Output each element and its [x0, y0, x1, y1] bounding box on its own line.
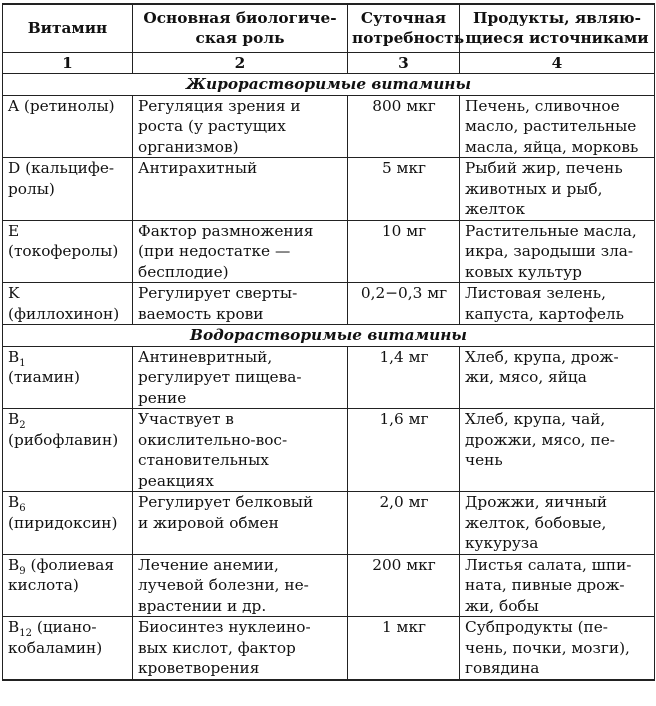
header-daily-requirement: Суточная потребность — [348, 4, 460, 52]
section-header-row — [3, 325, 655, 347]
food-sources-cell — [460, 492, 655, 555]
cell-line: Антиневритный, — [138, 347, 273, 366]
vitamin-letter: B — [8, 618, 20, 636]
vitamin-name-cell — [3, 95, 133, 158]
biological-role-cell — [133, 554, 348, 617]
header-role: Основная биологиче- ская роль — [133, 4, 348, 52]
cell-line: K — [8, 284, 20, 302]
cell-line: говядина — [465, 659, 540, 677]
column-number: 4 — [460, 52, 655, 74]
cell-line: врастении и др. — [138, 596, 267, 615]
vitamin-name-cell — [3, 554, 133, 617]
cell-line: Регуляция зрения и — [138, 96, 301, 115]
section-title: Жирорастворимые витамины — [3, 74, 655, 96]
cell-line: (токоферолы) — [8, 242, 119, 260]
cell-line: A (ретинолы) — [8, 96, 115, 115]
vitamin-name-cell — [3, 492, 133, 555]
vitamin-symbol — [8, 347, 128, 368]
daily-requirement-cell: 2,0 мг — [348, 492, 460, 555]
cell-line: дрожжи, мясо, пе- — [465, 430, 615, 449]
vitamin-name-cell — [3, 346, 133, 409]
cell-line: Растительные масла, — [465, 221, 637, 240]
vitamin-symbol — [8, 617, 128, 638]
biological-role-cell — [133, 492, 348, 555]
cell-line: животных и рыб, — [465, 179, 603, 198]
biological-role-cell — [133, 283, 348, 325]
vitamin-letter: B — [8, 410, 20, 428]
vitamin-symbol — [8, 409, 128, 430]
cell-line: D (кальцифе- — [8, 159, 115, 177]
cell-line: ковых культур — [465, 262, 582, 281]
food-sources-cell — [460, 283, 655, 325]
cell-line: Печень, сливочное — [465, 96, 620, 115]
cell-line: желток, бобовые, — [465, 513, 607, 532]
food-sources-cell — [460, 346, 655, 409]
cell-line: капуста, картофель — [465, 304, 624, 323]
cell-line: Субпродукты (пе- — [465, 618, 608, 636]
vitamin-symbol — [8, 555, 128, 576]
cell-line: чень, почки, мозги), — [465, 638, 630, 657]
cell-line: Регулирует сверты- — [138, 284, 298, 302]
vitamin-subscript: 9 — [19, 565, 26, 577]
section-title: Водорастворимые витамины — [3, 325, 655, 347]
cell-line: Хлеб, крупа, дрож- — [465, 347, 619, 366]
cell-line: кроветворения — [138, 659, 260, 677]
cell-line: и жировой обмен — [138, 513, 279, 532]
header-row — [3, 4, 655, 52]
cell-line: Рыбий жир, печень — [465, 159, 623, 177]
vitamin-name-part: (циано- — [31, 618, 97, 636]
daily-requirement-cell: 200 мкг — [348, 554, 460, 617]
vitamin-row — [3, 158, 655, 221]
cell-line: Листья салата, шпи- — [465, 555, 632, 574]
cell-line: E — [8, 221, 20, 240]
daily-requirement-cell: 1 мкг — [348, 617, 460, 680]
column-number: 1 — [3, 52, 133, 74]
cell-line: (тиамин) — [8, 368, 81, 386]
vitamin-subscript: 12 — [19, 628, 32, 640]
column-number-row — [3, 52, 655, 74]
cell-line: организмов) — [138, 137, 239, 156]
column-number: 3 — [348, 52, 460, 74]
vitamin-row — [3, 492, 655, 555]
cell-line: Регулирует белковый — [138, 493, 314, 511]
cell-line: вых кислот, фактор — [138, 638, 296, 657]
cell-line: Дрожжи, яичный — [465, 493, 608, 511]
vitamin-name-cell — [3, 409, 133, 492]
daily-requirement-cell: 0,2−0,3 мг — [348, 283, 460, 325]
cell-line: жи, бобы — [465, 596, 539, 615]
cell-line: реакциях — [138, 471, 214, 490]
daily-requirement-cell: 5 мкг — [348, 158, 460, 221]
food-sources-cell — [460, 409, 655, 492]
vitamin-row — [3, 346, 655, 409]
cell-line: окислительно-вос- — [138, 430, 288, 449]
vitamin-subscript: 6 — [19, 503, 26, 515]
cell-line: Хлеб, крупа, чай, — [465, 410, 606, 428]
cell-line: Листовая зелень, — [465, 284, 606, 302]
cell-line: Антирахитный — [138, 159, 258, 177]
vitamin-row — [3, 95, 655, 158]
cell-line: масла, яйца, морковь — [465, 137, 639, 156]
cell-line: становительных — [138, 451, 269, 469]
vitamin-name-cell — [3, 617, 133, 680]
biological-role-cell — [133, 617, 348, 680]
vitamin-row — [3, 220, 655, 283]
cell-line: ролы) — [8, 179, 55, 198]
vitamin-letter: B — [8, 493, 20, 511]
food-sources-cell — [460, 95, 655, 158]
vitamin-row — [3, 617, 655, 680]
biological-role-cell — [133, 158, 348, 221]
cell-line: роста (у растущих — [138, 117, 286, 135]
header-vitamin: Витамин — [3, 4, 133, 52]
cell-line: ната, пивные дрож- — [465, 576, 625, 594]
vitamin-letter: B — [8, 347, 20, 366]
cell-line: кобаламин) — [8, 638, 103, 657]
cell-line: регулирует пищева- — [138, 368, 302, 386]
vitamin-subscript: 2 — [19, 420, 26, 432]
vitamins-table — [2, 3, 655, 681]
cell-line: Участвует в — [138, 410, 234, 428]
cell-line: (филлохинон) — [8, 304, 120, 323]
biological-role-cell — [133, 346, 348, 409]
cell-line: масло, растительные — [465, 117, 637, 135]
cell-line: рение — [138, 388, 187, 407]
vitamin-name-part: (фолиевая — [25, 555, 114, 574]
daily-requirement-cell: 1,4 мг — [348, 346, 460, 409]
cell-line: (пиридоксин) — [8, 513, 118, 532]
vitamin-name-cell — [3, 283, 133, 325]
food-sources-cell — [460, 158, 655, 221]
header-sources: Продукты, являю- щиеся источниками — [460, 4, 655, 52]
cell-line: ваемость крови — [138, 304, 264, 323]
vitamin-row — [3, 409, 655, 492]
food-sources-cell — [460, 554, 655, 617]
column-number: 2 — [133, 52, 348, 74]
cell-line: Лечение анемии, — [138, 555, 279, 574]
vitamin-row — [3, 554, 655, 617]
cell-line: лучевой болезни, не- — [138, 576, 309, 594]
cell-line: бесплодие) — [138, 262, 229, 281]
cell-line: (рибофлавин) — [8, 430, 119, 449]
daily-requirement-cell: 1,6 мг — [348, 409, 460, 492]
biological-role-cell — [133, 409, 348, 492]
cell-line: (при недостатке — — [138, 242, 291, 260]
biological-role-cell — [133, 95, 348, 158]
cell-line: жи, мясо, яйца — [465, 368, 587, 386]
cell-line: Биосинтез нуклеино- — [138, 618, 311, 636]
vitamin-symbol — [8, 492, 128, 513]
cell-line: чень — [465, 451, 503, 469]
daily-requirement-cell: 10 мг — [348, 220, 460, 283]
cell-line: икра, зародыши зла- — [465, 242, 634, 260]
cell-line: кислота) — [8, 576, 79, 594]
biological-role-cell — [133, 220, 348, 283]
vitamin-name-cell — [3, 158, 133, 221]
section-header-row — [3, 74, 655, 96]
cell-line: кукуруза — [465, 534, 539, 552]
food-sources-cell — [460, 617, 655, 680]
daily-requirement-cell: 800 мкг — [348, 95, 460, 158]
vitamin-row — [3, 283, 655, 325]
cell-line: Фактор размножения — [138, 221, 314, 240]
food-sources-cell — [460, 220, 655, 283]
cell-line: желток — [465, 200, 526, 218]
vitamin-name-cell — [3, 220, 133, 283]
vitamin-subscript: 1 — [19, 357, 26, 369]
vitamin-letter: B — [8, 555, 20, 574]
